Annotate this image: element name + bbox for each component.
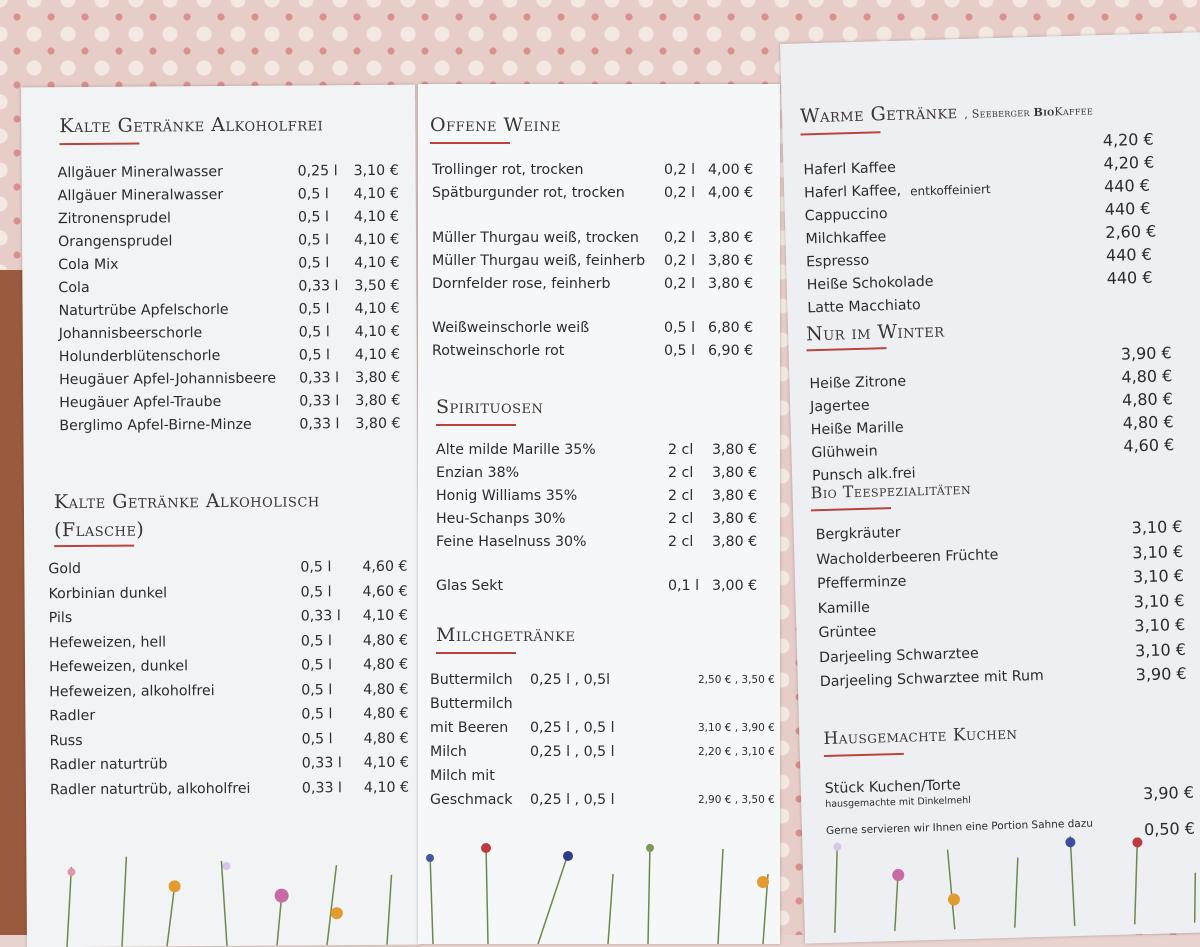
item-price: 4,80 € [1121, 366, 1173, 387]
item-price: 440 € [1106, 267, 1153, 288]
heading-kalt-alkoholfrei: Kalte Getränke Alkoholfrei [59, 113, 324, 138]
item-quantity: 0,5 l [301, 681, 333, 698]
item-price: 440 € [1103, 175, 1151, 197]
item-quantity: 0,2 l [664, 253, 696, 269]
flower-illustration [418, 834, 780, 944]
item-name-note: entkoffeiniert [909, 182, 991, 199]
item-price: 440 € [1105, 244, 1153, 265]
item-quantity: 0,5 l [301, 730, 333, 747]
heading-bio-tee: Bio Teespezialitäten [810, 478, 972, 503]
item-price: 2,20 € , 3,10 € [698, 746, 775, 758]
item-price: 3,10 € [1131, 516, 1183, 538]
item-price: 3,10 € [1132, 541, 1184, 562]
item-price: 6,90 € [708, 343, 754, 359]
item-quantity: 0,2 l [664, 185, 696, 201]
kuchen-name: Stück Kuchen/Torte [824, 777, 962, 798]
item-name: Orangensprudel [58, 233, 173, 251]
item-quantity: 0,5 l [301, 706, 333, 723]
item-name: Bergkräuter [815, 524, 901, 544]
item-price: 3,10 € [1133, 590, 1185, 611]
item-name: Radler [49, 707, 96, 725]
item-name: Naturtrübe Apfelschorle [58, 301, 229, 320]
item-name: Müller Thurgau weiß, trocken [432, 230, 639, 246]
item-name: Allgäuer Mineralwasser [57, 186, 224, 205]
item-name: Korbinian dunkel [48, 584, 168, 602]
heading-kalt-alkoholisch: Kalte Getränke Alkoholisch [53, 489, 320, 514]
heading-rule [436, 652, 516, 654]
item-sizes: 0,25 l , 0,5 l [530, 792, 615, 808]
heading-warme-getraenke-title: Warme Getränke [799, 101, 958, 128]
item-name: Milchkaffee [805, 229, 887, 248]
item-quantity: 0,33 l [301, 755, 342, 772]
item-price: 3,80 € [708, 230, 754, 246]
item-quantity: 0,5 l [298, 255, 330, 272]
item-name: Dornfelder rose, feinherb [432, 276, 611, 292]
item-name: Buttermilch [430, 672, 513, 688]
item-name: Rotweinschorle rot [432, 343, 565, 359]
sahne-note: Gerne servieren wir Ihnen eine Portion Sahne dazu [825, 817, 1094, 838]
heading-rule [824, 753, 904, 757]
item-name: Haferl Kaffee, [803, 182, 902, 202]
item-name: Kamille [817, 599, 871, 617]
item-quantity: 0,5 l [298, 232, 330, 249]
item-name: Latte Macchiato [807, 297, 921, 317]
item-price: 3,80 € [712, 511, 758, 527]
item-price: 4,10 € [354, 323, 400, 341]
item-name: Geschmack [430, 792, 513, 808]
item-price: 4,00 € [708, 185, 754, 201]
heading-rule [801, 131, 881, 135]
item-price: 4,60 € [362, 558, 408, 576]
heading-rule [436, 424, 516, 426]
item-quantity: 0,25 l [297, 163, 338, 180]
item-name: Punsch alk.frei [811, 465, 916, 485]
kuchen-note: hausgemachte mit Dinkelmehl [825, 794, 971, 811]
heading-rule [430, 142, 510, 144]
item-quantity: 0,33 l [300, 608, 341, 625]
item-quantity: 0,1 l [668, 578, 700, 594]
item-name: Milch mit [430, 768, 495, 784]
item-sizes: 0,25 l , 0,5l [530, 672, 611, 688]
heading-nur-im-winter: Nur im Winter [805, 319, 945, 346]
item-name: Zitronensprudel [57, 210, 172, 228]
heading-hausgemachte-kuchen: Hausgemachte Kuchen [823, 723, 1018, 750]
item-quantity: 0,2 l [664, 276, 696, 292]
item-quantity: 0,2 l [664, 230, 696, 246]
item-quantity: 2 cl [668, 534, 694, 550]
item-quantity: 0,2 l [664, 162, 696, 178]
item-price: 3,80 € [708, 276, 754, 292]
item-price: 3,90 € [1135, 663, 1187, 685]
item-name: Wacholderbeeren Früchte [816, 546, 999, 568]
item-price: 4,60 € [1123, 435, 1175, 456]
item-quantity: 0,33 l [299, 393, 340, 410]
flower-illustration [26, 835, 421, 947]
item-quantity: 0,5 l [298, 301, 330, 318]
item-price: 3,00 € [712, 578, 758, 594]
item-price: 3,10 € , 3,90 € [698, 722, 775, 734]
item-name: Glas Sekt [436, 578, 504, 594]
item-price: 4,80 € [362, 632, 409, 649]
item-name: Radler naturtrüb [49, 756, 168, 774]
item-price: 4,80 € [1122, 412, 1174, 433]
heading-offene-weine: Offene Weine [430, 114, 562, 136]
item-quantity: 0,5 l [300, 657, 333, 674]
item-price: 2,90 € , 3,50 € [698, 794, 775, 806]
heading-milchgetraenke: Milchgetränke [436, 624, 576, 646]
menu-panel-wine-spirits [418, 84, 780, 944]
item-price: 4,80 € [363, 681, 409, 698]
item-price: 3,50 € [354, 277, 400, 295]
item-quantity: 0,33 l [298, 278, 339, 295]
item-price: 4,60 € [362, 583, 408, 600]
item-name: Alte milde Marille 35% [436, 442, 596, 458]
item-name: Pils [48, 610, 73, 627]
item-price: 440 € [1104, 198, 1151, 219]
item-name: Heu-Schanps 30% [436, 511, 566, 527]
heading-spirituosen: Spirituosen [436, 396, 544, 418]
item-price: 4,00 € [708, 162, 754, 178]
item-quantity: 2 cl [668, 465, 694, 481]
item-name: Buttermilch [430, 696, 513, 712]
item-price: 4,10 € [354, 346, 401, 364]
item-price: 4,10 € [362, 607, 408, 625]
item-quantity: 0,33 l [298, 370, 340, 387]
item-price: 4,10 € [363, 754, 409, 772]
item-name: Enzian 38% [436, 465, 520, 481]
item-price: 3,10 € [1134, 639, 1187, 660]
item-price: 3,80 € [712, 465, 758, 481]
item-quantity: 0,5 l [297, 209, 329, 226]
item-name: Cola [58, 279, 90, 297]
item-name: Pfefferminze [816, 573, 907, 593]
item-price: 4,10 € [363, 779, 410, 796]
item-price: 3,80 € [712, 488, 758, 504]
item-name: Heugäuer Apfel-Johannisbeere [58, 370, 277, 389]
item-price: 4,80 € [363, 705, 409, 723]
item-name: Russ [49, 732, 83, 749]
item-name: Berglimo Apfel-Birne-Minze [59, 416, 252, 435]
item-price: 4,10 € [354, 231, 400, 249]
item-name: Müller Thurgau weiß, feinherb [432, 253, 646, 269]
item-name: mit Beeren [430, 720, 509, 736]
flower-illustration [802, 812, 1200, 934]
item-quantity: 0,5 l [298, 347, 330, 364]
item-quantity: 0,5 l [297, 186, 329, 203]
heading-rule [811, 507, 891, 511]
item-name: Allgäuer Mineralwasser [57, 163, 224, 182]
item-quantity: 0,33 l [301, 779, 343, 796]
item-name: Honig Williams 35% [436, 488, 578, 504]
item-price: 6,80 € [708, 320, 754, 336]
item-name: Radler naturtrüb, alkoholfrei [49, 780, 251, 798]
item-name: Grüntee [818, 623, 877, 642]
item-quantity: 2 cl [668, 442, 694, 458]
item-price: 3,80 € [712, 442, 758, 458]
item-name: Glühwein [811, 443, 878, 462]
item-quantity: 0,33 l [299, 416, 340, 433]
item-name: Jagertee [809, 397, 870, 416]
item-quantity: 0,5 l [664, 320, 696, 336]
item-name: Cola Mix [58, 256, 119, 274]
heading-rule [807, 347, 887, 351]
heading-warme-getraenke-sub: , Seeberger BioKaffee [964, 104, 1094, 121]
item-quantity: 0,5 l [298, 324, 330, 341]
item-name: Hefeweizen, hell [48, 633, 167, 651]
item-name: Espresso [805, 252, 870, 271]
item-price: 3,10 € [1132, 565, 1185, 587]
item-sizes: 0,25 l , 0,5 l [530, 720, 615, 736]
heading-rule [54, 545, 134, 548]
item-price: 4,20 € [1102, 129, 1154, 151]
item-price: 3,10 € [1134, 614, 1186, 636]
heading-rule [59, 143, 139, 146]
item-name: Darjeeling Schwarztee mit Rum [819, 667, 1044, 691]
item-quantity: 0,5 l [300, 559, 332, 576]
kuchen-price: 3,90 € [1142, 782, 1195, 804]
item-price: 3,80 € [355, 415, 401, 433]
item-sizes: 0,25 l , 0,5 l [530, 744, 615, 760]
item-price: 3,80 € [354, 369, 401, 387]
item-name: Weißweinschorle weiß [432, 320, 590, 336]
item-price: 3,80 € [712, 534, 758, 550]
item-price: 4,10 € [353, 208, 400, 226]
item-price: 4,80 € [363, 730, 409, 747]
item-name: Milch [430, 744, 467, 760]
item-price: 3,80 € [708, 253, 754, 269]
heading-kalt-alkoholisch-flasche: (Flasche) [54, 518, 145, 542]
item-name: Hefeweizen, dunkel [48, 658, 189, 676]
item-quantity: 0,5 l [300, 632, 332, 649]
item-price: 4,80 € [1121, 389, 1174, 410]
item-price: 2,50 € , 3,50 € [698, 674, 775, 686]
item-name: Heiße Schokolade [806, 273, 934, 294]
item-name: Haferl Kaffee [803, 159, 897, 179]
item-price: 3,90 € [1120, 343, 1172, 364]
item-price: 4,10 € [353, 185, 399, 203]
item-price: 3,10 € [353, 162, 399, 180]
item-name: Cappuccino [804, 206, 888, 225]
item-name: Gold [48, 560, 82, 578]
item-quantity: 2 cl [668, 511, 694, 527]
item-name: Feine Haselnuss 30% [436, 534, 587, 550]
item-name: Hefeweizen, alkoholfrei [49, 682, 215, 700]
sahne-price: 0,50 € [1143, 818, 1196, 840]
item-price: 3,80 € [355, 392, 401, 410]
item-name: Heiße Zitrone [809, 373, 907, 393]
menu-panel-warm-drinks [780, 32, 1200, 943]
item-quantity: 0,5 l [664, 343, 696, 359]
item-name: Heiße Marille [810, 419, 904, 439]
item-name: Johannisbeerschorle [58, 325, 203, 343]
item-price: 4,10 € [354, 300, 400, 318]
item-name: Heugäuer Apfel-Traube [59, 393, 222, 412]
item-price: 4,80 € [362, 656, 409, 674]
item-name: Darjeeling Schwarztee [818, 645, 979, 666]
item-quantity: 0,5 l [300, 583, 332, 600]
item-quantity: 2 cl [668, 488, 694, 504]
item-price: 4,20 € [1103, 152, 1155, 174]
item-name: Holunderblütenschorle [58, 348, 221, 366]
item-name: Spätburgunder rot, trocken [432, 185, 625, 201]
menu-panel-cold-drinks [21, 85, 421, 947]
item-price: 2,60 € [1105, 221, 1157, 242]
item-name: Trollinger rot, trocken [432, 162, 584, 178]
item-price: 4,10 € [354, 254, 400, 272]
heading-warme-getraenke [800, 97, 1094, 127]
